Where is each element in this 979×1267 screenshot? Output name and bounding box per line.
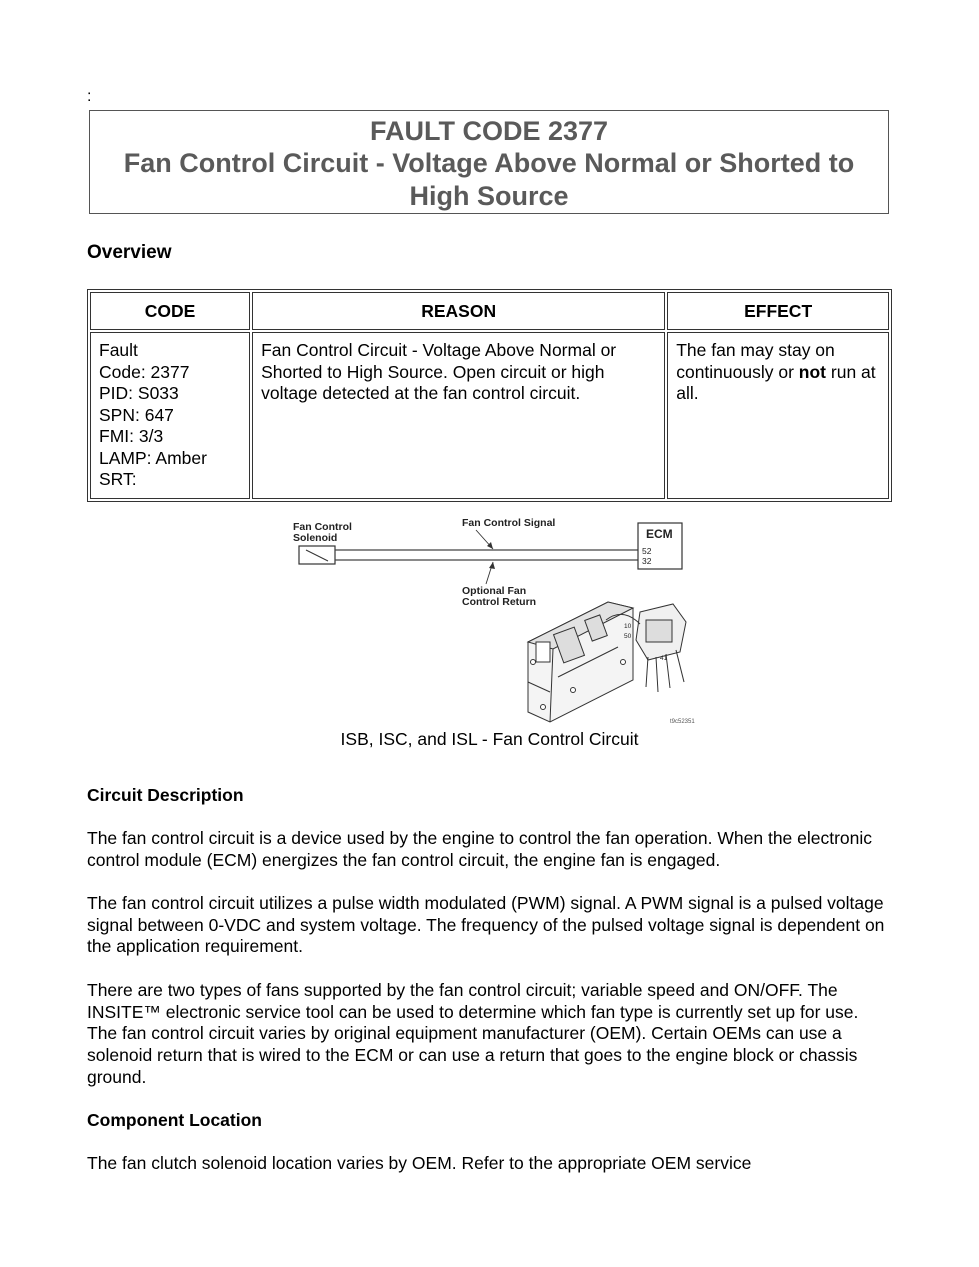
connector-pin-label: 10 [624, 623, 632, 630]
return-label: Optional Fan [462, 585, 527, 597]
code-line: PID: S033 [99, 383, 179, 403]
circuit-description-heading: Circuit Description [87, 785, 244, 805]
return-arrowhead [489, 562, 495, 569]
code-line: SPN: 647 [99, 404, 174, 425]
component-location-heading: Component Location [87, 1110, 262, 1130]
column-header-reason: REASON [252, 292, 665, 330]
code-cell [90, 332, 250, 499]
signal-label: Fan Control Signal [462, 517, 556, 529]
figure-id: t9c52351 [670, 719, 695, 725]
ecm-module-illustration [528, 602, 633, 722]
component-location-paragraph: The fan clutch solenoid location varies by OEM. Refer to the appropriate OEM service [87, 1153, 752, 1173]
circuit-description-paragraph-1: The fan control circuit is a device used by the engine to control the fan operation. When the electronic control module (ECM) energizes the fan control circuit, the engine fan is engaged. [87, 828, 873, 870]
fault-code-subtitle: Fan Control Circuit - Voltage Above Normal or Shorted to High Source [123, 148, 855, 211]
code-line: Fault [99, 340, 138, 360]
code-line: FMI: 3/3 [99, 426, 164, 446]
table-header-row [90, 292, 889, 330]
column-header-effect: EFFECT [667, 292, 889, 330]
table-row [90, 332, 889, 499]
ecm-label: ECM [646, 527, 673, 541]
return-label-2: Control Return [462, 596, 537, 608]
connector-pin-label: 41 [660, 655, 668, 662]
effect-emphasis: not [798, 361, 827, 382]
figure-caption: ISB, ISC, and ISL - Fan Control Circuit [340, 729, 639, 749]
overview-heading: Overview [87, 242, 172, 263]
solenoid-label-2: Solenoid [293, 532, 338, 544]
ecm-pin-label: 52 [642, 546, 652, 556]
code-line: LAMP: Amber [99, 447, 207, 468]
fault-code-table [87, 289, 892, 502]
page-marker: : [87, 88, 92, 105]
code-line: SRT: [99, 469, 137, 489]
fan-control-circuit-diagram [288, 512, 698, 727]
circuit-description-paragraph-2: The fan control circuit utilizes a pulse width modulated (PWM) signal. A PWM signal is a pulsed voltage signal between 0-VDC and system voltage. The frequency of the pulsed voltage signal is dependent on the application requirement. [87, 893, 885, 957]
column-header-code: CODE [90, 292, 250, 330]
fault-code-title: FAULT CODE 2377 [369, 116, 609, 146]
circuit-description-paragraph-3: There are two types of fans supported by the fan control circuit; variable speed and ON/OFF. The INSITE™ electronic service tool can be used to determine which fan type is currently set up for use. The fan control circuit varies by original equipment manufacturer (OEM). Certain OEMs can use a solenoid return that is wired to the ECM or can use a return that goes to the engine block or chassis ground. [87, 980, 859, 1087]
connector-pin-label: 50 [624, 633, 632, 640]
code-line: Code: 2377 [99, 361, 190, 382]
effect-cell [667, 332, 889, 499]
reason-cell: Fan Control Circuit - Voltage Above Normal or Shorted to High Source. Open circuit or high voltage detected at the fan control circuit. [252, 332, 665, 499]
fault-code-title-box [89, 110, 889, 214]
ecm-pin-label: 32 [642, 556, 652, 566]
effect-text: The fan may stay on continuously or [676, 340, 835, 382]
solenoid-label: Fan Control [293, 521, 352, 533]
effect-text-end: run at all. [676, 361, 876, 403]
